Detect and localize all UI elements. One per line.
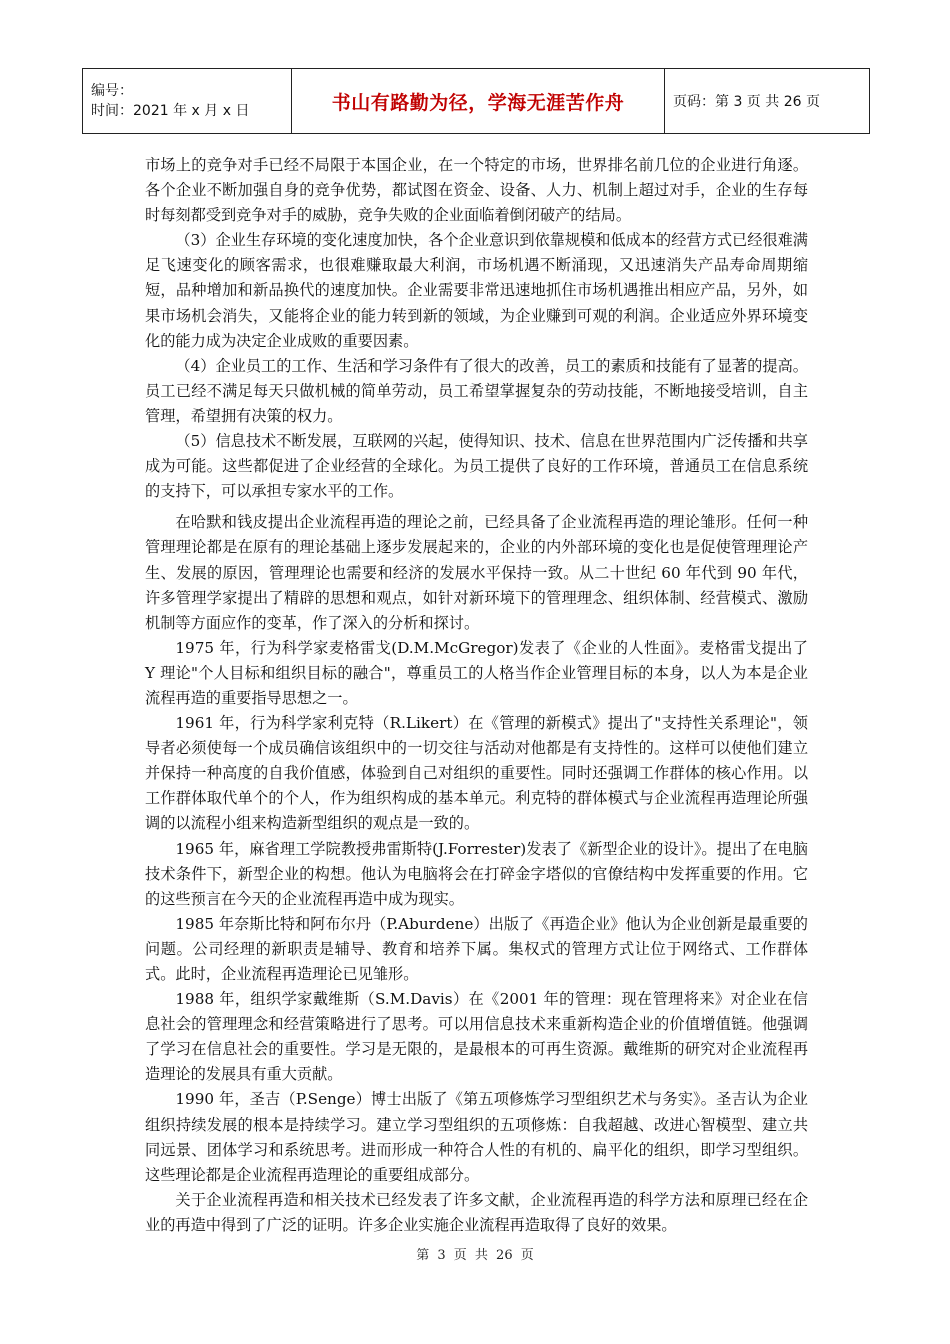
paragraph: 1965 年，麻省理工学院教授弗雷斯特(J.Forrester)发表了《新型企业的设计》。提出了在电脑技术条件下，新型企业的构想。他认为电脑将会在打碎金字塔似的官僚结构中发挥重要的作用。它的这些预言在今天的企业流程再造中成为现实。: [145, 839, 808, 908]
paragraph: （3）企业生存环境的变化速度加快，各个企业意识到依靠规模和低成本的经营方式已经很难满足飞速变化的顾客需求，也很难赚取最大利润，市场机遇不断涌现，又迅速消失产品寿命周期缩短，品种增加和新品换代的速度加快。企业需要非常迅速地抓住市场机遇推出相应产品，另外，如果市场机会消失，又能将企业的能力转到新的领域，为企业赚到可观的利润。企业适应外界环境变化的能力成为决定企业成败的重要因素。: [145, 231, 808, 350]
paragraph: 市场上的竞争对手已经不局限于本国企业，在一个特定的市场，世界排名前几位的企业进行角逐。各个企业不断加强自身的竞争优势，都试图在资金、设备、人力、机制上超过对手，企业的生存每时每刻都受到竞争对手的威胁，竞争失败的企业面临着倒闭破产的结局。: [145, 156, 808, 225]
paragraph: （5）信息技术不断发展，互联网的兴起，使得知识、技术、信息在世界范围内广泛传播和共享成为可能。这些都促进了企业经营的全球化。为员工提供了良好的工作环境，普通员工在信息系统的支持下，可以承担专家水平的工作。: [145, 432, 808, 501]
paragraph: 1961 年，行为科学家利克特（R.Likert）在《管理的新模式》提出了"支持性关系理论"，领导者必须使每一个成员确信该组织中的一切交往与活动对他都是有支持性的。这样可以使他们建立并保持一种高度的自我价值感，体验到自己对组织的重要性。同时还强调工作群体的核心作用。以工作群体取代单个的个人，作为组织构成的基本单元。利克特的群体模式与企业流程再造理论所强调的以流程小组来构造新型组织的观点是一致的。: [145, 714, 808, 833]
document-body: [145, 153, 808, 1238]
paragraph: 在哈默和钱皮提出企业流程再造的理论之前，已经具备了企业流程再造的理论雏形。任何一种管理理论都是在原有的理论基础上逐步发展起来的，企业的内外部环境的变化也是促使管理理论产生、发展的原因，管理理论也需要和经济的发展水平保持一致。从二十世纪 60 年代到 90 年代，许多管理学家提出了精辟的思想和观点，如针对新环境下的管理理念、组织体制、经营模式、激励机制等方面应作的变革，作了深入的分析和探讨。: [145, 513, 808, 632]
paragraph: （4）企业员工的工作、生活和学习条件有了很大的改善，员工的素质和技能有了显著的提高。员工已经不满足每天只做机械的简单劳动，员工希望掌握复杂的劳动技能，不断地接受培训，自主管理，希望拥有决策的权力。: [145, 356, 808, 425]
header-meta: [83, 69, 292, 134]
header-motto: 书山有路勤为径，学海无涯苦作舟: [292, 69, 665, 134]
page-footer: 第 3 页 共 26 页: [416, 1248, 534, 1263]
document-date: 时间：2021 年 x 月 x 日: [91, 103, 250, 119]
header-page-info: 页码：第 3 页 共 26 页: [665, 69, 870, 134]
document-number: 编号：: [91, 83, 133, 99]
paragraph: 关于企业流程再造和相关技术已经发表了许多文献，企业流程再造的科学方法和原理已经在企业的再造中得到了广泛的证明。许多企业实施企业流程再造取得了良好的效果。: [145, 1190, 808, 1234]
page-header: [82, 68, 870, 134]
paragraph: 1985 年奈斯比特和阿布尔丹（P.Aburdene）出版了《再造企业》他认为企业创新是最重要的问题。公司经理的新职责是辅导、教育和培养下属。集权式的管理方式让位于网络式、工作群体式。此时，企业流程再造理论已见雏形。: [145, 914, 808, 983]
paragraph: 1975 年，行为科学家麦格雷戈(D.M.McGregor)发表了《企业的人性面》。麦格雷戈提出了 Y 理论"个人目标和组织目标的融合"，尊重员工的人格当作企业管理目标的本身，以人为本是企业流程再造的重要指导思想之一。: [145, 638, 808, 707]
paragraph: 1988 年，组织学家戴维斯（S.M.Davis）在《2001 年的管理：现在管理将来》对企业在信息社会的管理理念和经营策略进行了思考。可以用信息技术来重新构造企业的价值增值链。他强调了学习在信息社会的重要性。学习是无限的，是最根本的可再生资源。戴维斯的研究对企业流程再造理论的发展具有重大贡献。: [145, 990, 808, 1084]
paragraph: 1990 年，圣吉（P.Senge）博士出版了《第五项修炼学习型组织艺术与务实》。圣吉认为企业组织持续发展的根本是持续学习。建立学习型组织的五项修炼：自我超越、改进心智模型、建立共同远景、团体学习和系统思考。进而形成一种符合人性的有机的、扁平化的组织，即学习型组织。这些理论都是企业流程再造理论的重要组成部分。: [145, 1090, 808, 1184]
